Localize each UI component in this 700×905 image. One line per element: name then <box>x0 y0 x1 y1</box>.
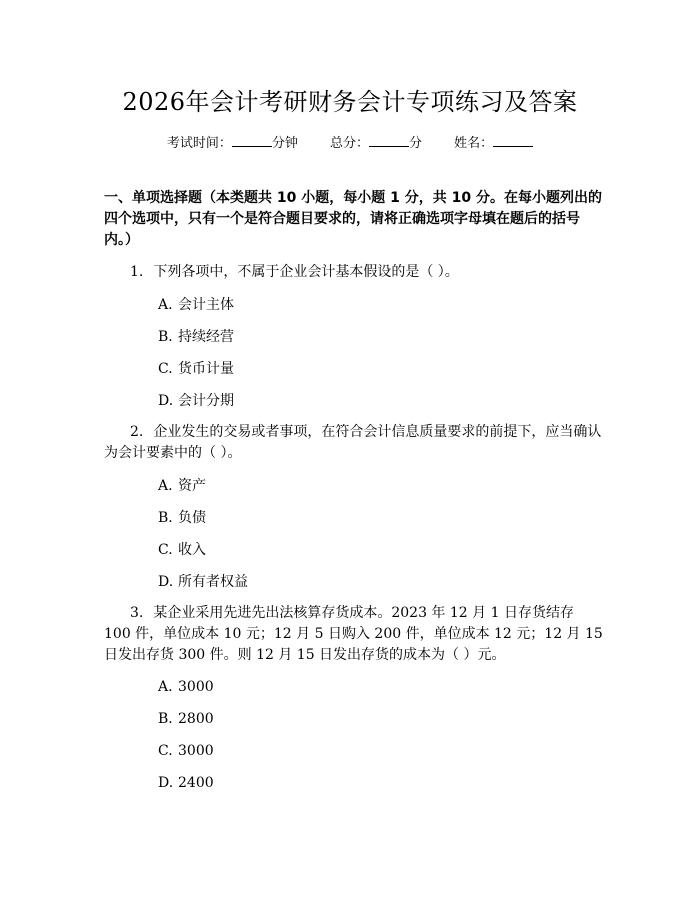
exam-score-blank <box>369 134 409 147</box>
option-1c <box>158 359 234 379</box>
option-text: 2800 <box>178 711 214 727</box>
option-letter: B. <box>158 711 173 727</box>
option-text: 3000 <box>178 743 214 759</box>
option-2a <box>158 476 206 496</box>
exam-name-blank <box>493 134 533 147</box>
option-letter: A. <box>158 297 173 313</box>
option-letter: D. <box>158 775 174 791</box>
option-letter: C. <box>158 743 173 759</box>
option-text: 货币计量 <box>178 361 234 377</box>
page-title: 2026年会计考研财务会计专项练习及答案 <box>122 88 578 116</box>
option-3c <box>158 741 214 761</box>
option-1d <box>158 391 234 411</box>
option-letter: C. <box>158 542 173 558</box>
option-text: 会计分期 <box>178 393 234 409</box>
option-text: 收入 <box>178 542 206 558</box>
exam-name <box>454 136 533 151</box>
option-text: 3000 <box>178 679 214 695</box>
exam-time-label: 考试时间： <box>166 136 232 151</box>
option-text: 持续经营 <box>178 329 234 345</box>
exam-time <box>167 136 302 151</box>
option-letter: A. <box>158 478 173 494</box>
option-letter: A. <box>158 679 173 695</box>
question-text: 企业发生的交易或者事项，在符合会计信息质量要求的前提下，应当确认为会计要素中的（ ）。 <box>104 424 602 461</box>
exam-score <box>330 136 426 151</box>
question-2 <box>104 422 604 464</box>
option-letter: D. <box>158 574 174 590</box>
exam-score-label: 总分： <box>329 136 369 151</box>
question-text: 某企业采用先进先出法核算存货成本。2023 年 12 月 1 日存货结存 100 件，单位成本 10 元；12 月 5 日购入 200 件，单位成本 12 元；12 月 15 日发出存货 300 件。则 12 月 15 日发出存货的成本为（ ）元。 <box>104 605 603 663</box>
option-1a <box>158 295 234 315</box>
question-number: 2. <box>130 424 144 440</box>
option-3d <box>158 773 214 793</box>
option-letter: B. <box>158 510 173 526</box>
option-text: 会计主体 <box>178 297 234 313</box>
section-heading: 一、单项选择题（本类题共 10 小题，每小题 1 分，共 10 分。在每小题列出的四个选项中，只有一个是符合题目要求的，请将正确选项字母填在题后的括号内。） <box>104 190 602 248</box>
option-letter: C. <box>158 361 173 377</box>
question-text: 下列各项中，不属于企业会计基本假设的是（ ）。 <box>153 264 459 280</box>
option-text: 2400 <box>178 775 214 791</box>
option-2c <box>158 540 206 560</box>
exam-score-unit: 分 <box>409 136 423 151</box>
question-number: 1. <box>130 264 144 280</box>
question-number: 3. <box>130 605 144 621</box>
option-text: 资产 <box>178 478 206 494</box>
question-3 <box>104 603 604 666</box>
exam-time-blank <box>232 134 272 147</box>
exam-time-unit: 分钟 <box>271 136 298 151</box>
question-1 <box>104 262 604 283</box>
exam-name-label: 姓名： <box>454 136 494 151</box>
option-text: 所有者权益 <box>178 574 248 590</box>
option-letter: B. <box>158 329 173 345</box>
option-2b <box>158 508 206 528</box>
option-letter: D. <box>158 393 174 409</box>
option-text: 负债 <box>178 510 206 526</box>
option-1b <box>158 327 234 347</box>
exam-meta <box>0 132 700 151</box>
option-3a <box>158 677 214 697</box>
option-3b <box>158 709 214 729</box>
option-2d <box>158 572 248 592</box>
